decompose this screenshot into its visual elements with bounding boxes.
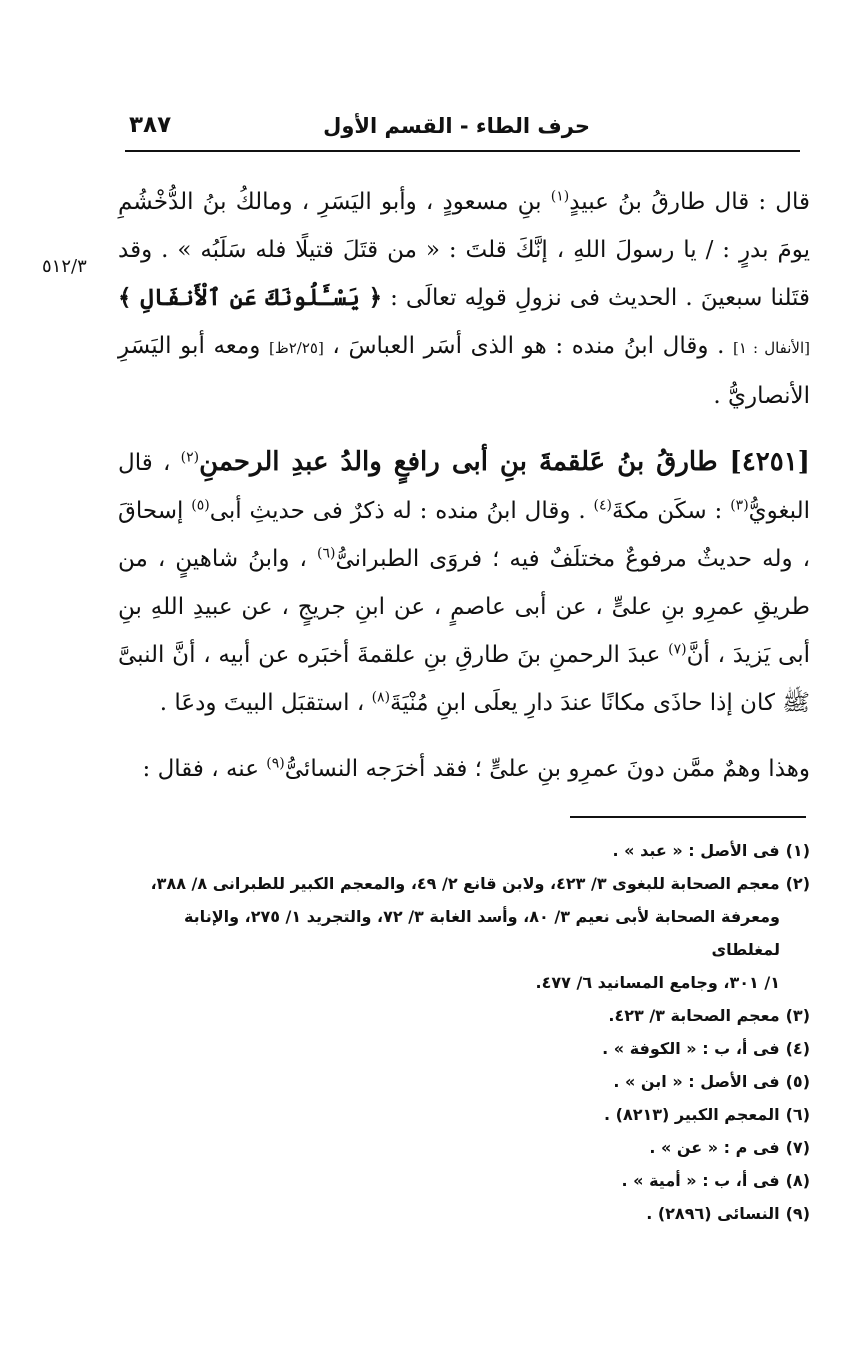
- footnote-text: فى الأصل : « ابن » .: [613, 1072, 780, 1091]
- header-title: حرف الطاء - القسم الأول: [323, 114, 590, 138]
- running-header: [125, 108, 800, 152]
- footnote-number: (٧): [785, 1138, 810, 1157]
- footnote-ref-2: (٢): [180, 449, 200, 466]
- text-run: عبدَ الرحمنِ بنَ طارقِ بنِ علقمةَ أخبَره عن أبيه ، أنَّ النبىَّ ﷺ كان إذا حاذَى مكانًا عندَ دارِ يعلَى ابنِ مُنْيَةَ: [118, 642, 810, 716]
- footnote-number: (٨): [785, 1171, 810, 1190]
- footnote-text: ١/ ٣٠١، وجامع المسانيد ٦/ ٤٧٧.: [535, 973, 780, 992]
- footnote-text: النسائى (٢٨٩٦) .: [646, 1204, 780, 1223]
- footnote: [118, 1164, 810, 1197]
- text-run: ومعه أبو اليَسَرِ الأنصاريُّ .: [118, 333, 810, 409]
- footnote-number: (٤): [785, 1039, 810, 1058]
- footnote-text: ومعرفة الصحابة لأبى نعيم ٣/ ٨٠، وأسد الغابة ٣/ ٧٢، والتجريد ١/ ٢٧٥، والإنابة لمغلطاى: [183, 907, 780, 959]
- footnote-ref-6: (٦): [316, 545, 336, 562]
- text-run: قال : قال طارقُ بنُ عبيدٍ: [569, 189, 810, 215]
- footnote-ref-4: (٤): [593, 497, 612, 514]
- page-number: ٣٨٧: [129, 112, 172, 138]
- margin-reference: ٥١٢/٣: [42, 256, 87, 277]
- footnote-text: فى م : « عن » .: [649, 1138, 780, 1157]
- footnote-text: فى الأصل : « عبد » .: [612, 841, 780, 860]
- footnote-ref-3: (٣): [730, 497, 749, 514]
- footnote-text: فى أ، ب : « أمية » .: [621, 1171, 780, 1190]
- text-run: إسحاقَ ، وله حديثٌ مرفوعٌ مختلَفٌ فيه ؛ فروَى الطبرانىُّ: [118, 498, 810, 572]
- verse-reference: [الأنفال : ١]: [733, 339, 810, 357]
- footnote: [118, 1032, 810, 1065]
- header-rule: [125, 150, 800, 152]
- text-run: بنِ مسعودٍ ، وأبو اليَسَرِ ، ومالكُ بنُ الدُّخْشُمِ يومَ بدرٍ : / يا رسولَ اللهِ ، إنَّكَ قلتَ : « من قتَلَ قتيلًا فله سَلَبُه » . وقد قتَلنا سبعينَ . الحديث فى نزولِ قولِه تعالَى :: [118, 189, 810, 311]
- text-run: عنه ، فقال :: [142, 756, 267, 782]
- footnote: [118, 999, 810, 1032]
- footnote-separator: [570, 816, 806, 818]
- text-run: ، وابنُ شاهينٍ ، من طريقِ عمرِو بنِ علىٍّ ، عن أبى عاصمٍ ، عن ابنِ جريجٍ ، عن عبيدِ اللهِ بنِ أبى يَزيدَ ، أنَّ: [118, 546, 810, 668]
- quran-verse: ﴿ يَسْـَٔلُونَكَ عَنِ ٱلْأَنفَالِ ﴾: [118, 284, 383, 311]
- footnote-text: فى أ، ب : « الكوفة » .: [602, 1039, 780, 1058]
- paragraph-2: [118, 438, 810, 727]
- footnote-text: المعجم الكبير (٨٢١٣) .: [603, 1105, 780, 1124]
- footnote: [118, 1065, 810, 1098]
- footnote-ref-7: (٧): [668, 641, 687, 658]
- footnote-ref-8: (٨): [371, 689, 391, 706]
- footnote-continuation: [118, 900, 810, 966]
- footnote: [118, 1131, 810, 1164]
- paragraph-1: [118, 178, 810, 420]
- footnote-number: (٩): [785, 1204, 810, 1223]
- text-run: وهذا وهمٌ ممَّن دونَ عمرِو بنِ علىٍّ ؛ فقد أخرَجه النسائىُّ: [284, 756, 810, 782]
- footnote-ref-5: (٥): [191, 497, 210, 514]
- footnote-number: (٣): [785, 1006, 810, 1025]
- footnote-continuation: [118, 966, 810, 999]
- footnote-number: (٢): [785, 874, 810, 893]
- main-text: [118, 178, 810, 793]
- footnote-number: (١): [785, 841, 810, 860]
- footnote-text: معجم الصحابة للبغوى ٣/ ٤٢٣، ولابن قانع ٢/ ٤٩، والمعجم الكبير للطبرانى ٨/ ٣٨٨،: [150, 874, 780, 893]
- footnote-text: معجم الصحابة ٣/ ٤٢٣.: [608, 1006, 780, 1025]
- paragraph-3: [118, 745, 810, 793]
- footnote: [118, 834, 810, 867]
- entry-heading: [٤٢٥١] طارقُ بنُ عَلقمةَ بنِ أبى رافعٍ والدُ عبدِ الرحمنِ: [199, 447, 810, 477]
- footnote-ref-1: (١): [550, 188, 570, 205]
- text-run: . وقال ابنُ منده : هو الذى أسَر العباسَ ،: [323, 333, 734, 359]
- footnotes: [118, 834, 810, 1230]
- footnote: [118, 1098, 810, 1131]
- footnote: [118, 867, 810, 900]
- footnote-number: (٥): [785, 1072, 810, 1091]
- text-run: . وقال ابنُ منده : له ذكرٌ فى حديثِ أبى: [209, 498, 594, 524]
- footnote: [118, 1197, 810, 1230]
- manuscript-reference: [٢/٢٥ظ]: [268, 339, 324, 357]
- text-run: : سكَن مكةَ: [612, 498, 731, 524]
- footnote-ref-9: (٩): [266, 755, 285, 772]
- text-run: ، قال البغويُّ: [118, 450, 810, 524]
- footnote-number: (٦): [785, 1105, 810, 1124]
- text-run: ، استقبَل البيتَ ودعَا .: [159, 690, 372, 716]
